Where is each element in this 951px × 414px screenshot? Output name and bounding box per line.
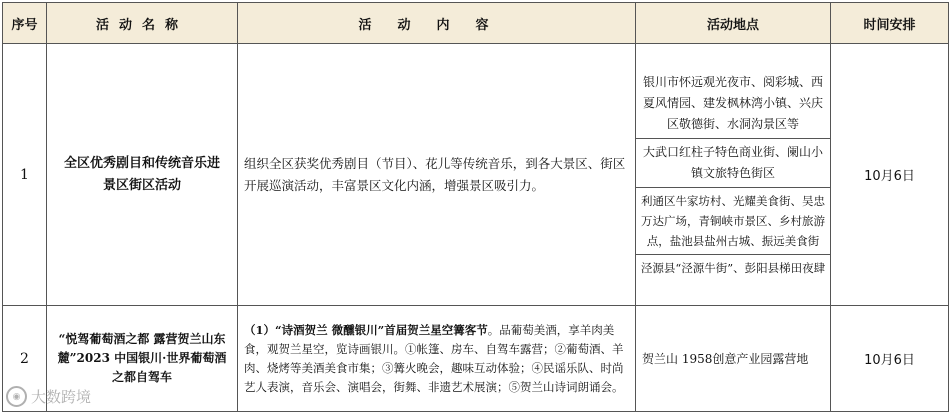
watermark-text: 大数跨境 <box>31 388 92 406</box>
row-seq: 1 <box>3 44 47 306</box>
header-time: 时间安排 <box>831 3 949 44</box>
row-time: 10月6日 <box>831 306 949 412</box>
content-title: （1）“诗酒贺兰 微醺银川”首届贺兰星空篝客节 <box>244 322 488 337</box>
location-item: 银川市怀远观光夜市、阅彩城、西夏风情园、建发枫林湾小镇、兴庆区敬德街、水洞沟景区等 <box>636 69 830 139</box>
location-item: 利通区牛家坊村、光耀美食街、吴忠万达广场，青铜峡市景区、乡村旅游点，盐池县盐州古城、振远美食街 <box>636 188 830 255</box>
watermark <box>6 386 91 407</box>
table-row <box>3 44 949 306</box>
header-name: 活动名称 <box>47 3 238 44</box>
row-activity-content: 组织全区获奖优秀剧目（节目）、花儿等传统音乐，到各大景区、街区开展巡演活动，丰富景区文化内涵，增强景区吸引力。 <box>238 44 636 306</box>
row-activity-name: 全区优秀剧目和传统音乐进景区街区活动 <box>47 44 238 306</box>
header-seq: 序号 <box>3 3 47 44</box>
header-content: 活动内容 <box>238 3 636 44</box>
row-time: 10月6日 <box>831 44 949 306</box>
row-seq: 2 <box>3 306 47 412</box>
location-item: 泾源县“泾源牛街”、彭阳县梯田夜肆 <box>640 260 826 275</box>
row-activity-content <box>238 306 636 412</box>
camera-icon: ◉ <box>6 386 27 407</box>
row-activity-name: “悦驾葡萄酒之都 露营贺兰山东麓”2023 中国银川·世界葡萄酒之都自驾车 <box>47 306 238 412</box>
header-row <box>3 3 949 44</box>
activity-table <box>2 2 949 412</box>
header-location: 活动地点 <box>636 3 831 44</box>
row-locations <box>636 44 831 306</box>
location-item: 大武口红柱子特色商业街、阑山小镇文旅特色街区 <box>636 139 830 188</box>
content-body: 。品葡萄美酒，享羊肉美食，观贺兰星空，览诗画银川。①帐篷、房车、自驾车露营；②葡萄酒、羊肉、烧烤等美酒美食市集；③篝火晚会，趣味互动体验；④民谣乐队、时尚艺人表演，音乐会、演唱会，街舞、非遗艺术展演；⑤贺兰山诗词朗诵会。 <box>244 322 624 394</box>
row-location: 贺兰山 1958创意产业园露营地 <box>636 306 831 412</box>
table-row <box>3 306 949 412</box>
